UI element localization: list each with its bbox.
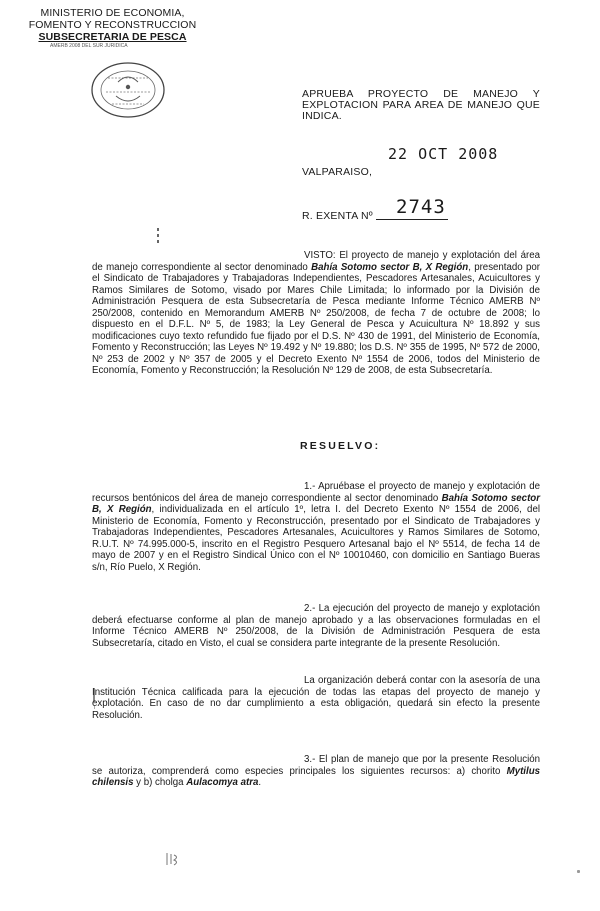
species-name: Mytilus chilensis (92, 765, 540, 788)
article-2-paragraph: 2.- La ejecución del proyecto de manejo y explotación deberá efectuarse conforme al plan de manejo aprobado y a las observaciones formuladas en el Informe Técnico AMERB Nº 250/2008, de la División de Administración Pesquera de esta Subsecretaría, citado en Visto, el cual se considera parte integrante de la presente Resolución. (92, 603, 540, 649)
resolution-number: 2743 (396, 196, 446, 218)
margin-tick (157, 234, 159, 237)
resolution-number-underline (376, 219, 448, 220)
resolution-summary: APRUEBA PROYECTO DE MANEJO Y EXPLOTACION PARA AREA DE MANEJO QUE INDICA. (302, 88, 540, 122)
header-ministry: MINISTERIO DE ECONOMIA, (40, 7, 185, 19)
resuelvo-heading: RESUELVO: (300, 440, 381, 452)
article-3-paragraph: 3.- El plan de manejo que por la presente Resolución se autoriza, comprenderá como especies principales los siguientes recursos: a) chorito Mytilus chilensis y b) cholga Aulacomya atra. (92, 754, 540, 788)
margin-tick (157, 240, 159, 243)
header-fomento: FOMENTO Y RECONSTRUCCION (28, 19, 197, 31)
visto-paragraph: VISTO: El proyecto de manejo y explotación del área de manejo correspondiente al sector denominado Bahía Sotomo sector B, X Región, presentado por el Sindicato de Trabajadores y Trabajadoras Independientes, Pescadores Artesanales, Acuicultores y Ramos Similares de Sotomo, visado por Mares Chile Limitada; lo informado por la División de Administración Pesquera de esta Subsecretaría de Pesca mediante Informe Técnico AMERB Nº 250/2008, contenido en Memorandum AMERB Nº 250/2008, de fecha 7 de octubre de 2008; lo dispuesto en el D.F.L. Nº 5, de 1983; la Ley General de Pesca y Acuicultura Nº 18.892 y sus modificaciones cuyo texto refundido fue fijado por el D.S. Nº 430 de 1991, del Ministerio de Economía, Fomento y Reconstrucción; las Leyes Nº 19.492 y Nº 19.880; los D.S. Nº 355 de 1995, Nº 572 de 2000, Nº 253 de 2002 y Nº 357 de 2005 y el Decreto Exento Nº 1554 de 2006, todos del Ministerio de Economía, Fomento y Reconstrucción; la Resolución Nº 129 de 2008, de esta Subsecretaría. (92, 250, 540, 376)
article-1-paragraph: 1.- Apruébase el proyecto de manejo y explotación de recursos bentónicos del área de manejo correspondiente al sector denominado Bahía Sotomo sector B, X Región, individualizada en el artículo 1º, letra I. del Decreto Exento Nº 1554 de 2006, del Ministerio de Economía, Fomento y Reconstrucción, presentado por el Sindicato de Trabajadores y Trabajadoras Independientes, Pescadores Artesanales, Acuicultores y Ramos Similares de Sotomo, R.U.T. Nº 74.995.000-5, inscrito en el Registro Pesquero Artesanal bajo el Nº 5514, de fecha 14 de mayo de 2007 y en el Registro Sindical Único con el Nº 10010460, con domicilio en Santiago Bueras s/n, Río Puelo, X Región. (92, 481, 540, 573)
city-label: VALPARAISO, (302, 166, 373, 178)
margin-tick (157, 228, 159, 231)
header-subsecretaria: SUBSECRETARIA DE PESCA (38, 31, 187, 43)
initials-mark (165, 852, 181, 866)
sector-name: Bahía Sotomo sector B, X Región (92, 492, 540, 515)
scan-speck (577, 870, 580, 873)
official-seal-stamp (88, 60, 168, 120)
header-small-print: AMERB 2008 DEL SUR JURIDICA (50, 43, 128, 49)
resolution-exenta-label: R. EXENTA Nº (302, 210, 373, 222)
species-name: Aulacomya atra (186, 777, 259, 788)
resolution-date-stamp: 22 OCT 2008 (388, 145, 499, 163)
sector-name: Bahía Sotomo sector B, X Región (311, 261, 469, 273)
advisory-paragraph: La organización deberá contar con la asesoría de una Institución Técnica calificada para la ejecución de todas las etapas del proyecto de manejo y explotación. En caso de no dar cumplimiento a esta obligación, quedará sin efecto la presente Resolución. (92, 675, 540, 721)
